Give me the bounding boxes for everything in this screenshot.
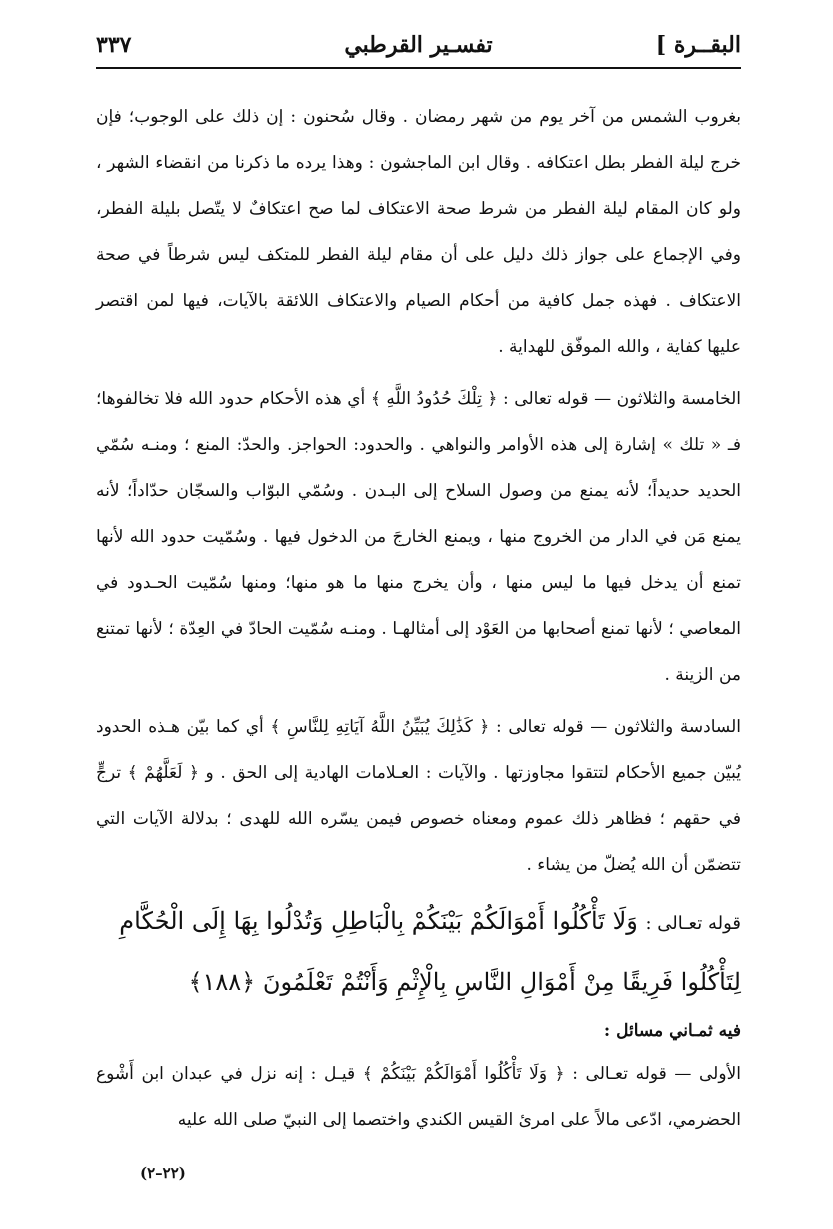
footer-signature: (٢٢–٢) <box>140 1164 186 1182</box>
surah-name: البقــرة ] <box>655 32 741 58</box>
issues-heading: فيه ثمـاني مسائل : <box>603 1021 741 1041</box>
header-rule <box>96 67 741 69</box>
verse-block <box>96 892 741 1011</box>
verse-text: وَلَا تَأْكُلُوا أَمْوَالَكُمْ بَيْنَكُمْ بِالْبَاطِلِ وَتُدْلُوا بِهَا إِلَى الْحُكَّامِ لِتَأْكُلُوا فَرِيقًا مِنْ أَمْوَالِ النَّاسِ بِالْإِثْمِ وَأَنْتُمْ تَعْلَمُونَ ﴿١٨٨﴾ <box>119 907 741 996</box>
paragraph-3: السادسة والثلاثون — قوله تعالى : ﴿ كَذَٰلِكَ يُبَيِّنُ اللَّهُ آيَاتِهِ لِلنَّاسِ ﴾ أي كما بيّن هـذه الحدود يُبيّن جميع الأحكام لتتقوا مجاوزتها . والآيات : العـلامات الهادية إلى الحق . و ﴿ لَعَلَّهُمْ ﴾ ترجٍّ في حقهم ؛ فظاهر ذلك عموم ومعناه خصوص فيمن يسّره الله للهدى ؛ بدلالة الآيات التي تتضمّن أن الله يُضلّ من يشاء . <box>96 717 741 875</box>
verse-lead: قوله تعـالى : <box>645 913 741 934</box>
paragraph-1: بغروب الشمس من آخر يوم من شهر رمضان . وقال سُحنون : إن ذلك على الوجوب؛ فإن خرج ليلة الفطر بطل اعتكافه . وقال ابن الماجشون : وهذا يرده ما ذكرنا من انقضاء الشهر ، ولو كان المقام ليلة الفطر من شرط صحة الاعتكاف لما صح اعتكافٌ لا يتّصل بليلة الفطر، وفي الإجماع على جواز ذلك دليل على أن مقام ليلة الفطر للمتكف ليس شرطاً في صحة الاعتكاف . فهذه جمل كافية من أحكام الصيام والاعتكاف اللائقة بالآيات، فيها لمن اقتصر عليها كفاية ، والله الموفّق للهداية . <box>96 107 741 357</box>
paragraph-2: الخامسة والثلاثون — قوله تعالى : ﴿ تِلْكَ حُدُودُ اللَّهِ ﴾ أي هذه الأحكام حدود الله فلا تخالفوها؛ فـ « تلك » إشارة إلى هذه الأوامر والنواهي . والحدود: الحواجز. والحدّ: المنع ؛ ومنـه سُمّي الحديد حديداً؛ لأنه يمنع من وصول السلاح إلى البـدن . وسُمّي البوّاب والسجّان حدّاداً؛ لأنه يمنع مَن في الدار من الخروج منها ، ويمنع الخارجَ من الدخول فيها . وسُمّيت حدود الله لأنها تمنع أن يدخل فيها ما ليس منها ، وأن يخرج منها ما هو منها؛ ومنها سُمّيت الحـدود في المعاصي ؛ لأنها تمنع أصحابها من العَوْد إلى أمثالهـا . ومنـه سُمّيت الحادّ في العِدّة ؛ لأنها تمتنع من الزينة . <box>96 389 741 685</box>
paragraph-last: الأولى — قوله تعـالى : ﴿ وَلَا تَأْكُلُوا أَمْوَالَكُمْ بَيْنَكُمْ ﴾ قيـل : إنه نزل في عبدان ابن أَشْوع الحضرمي، ادّعى مالاً على امرئ القيس الكندي واختصما إلى النبيّ صلى الله عليه <box>96 1064 741 1130</box>
page-number: ٣٣٧ <box>96 32 132 58</box>
page-header <box>96 28 741 68</box>
book-title: تفسـير القرطبي <box>344 32 493 58</box>
page-body <box>96 94 741 1143</box>
